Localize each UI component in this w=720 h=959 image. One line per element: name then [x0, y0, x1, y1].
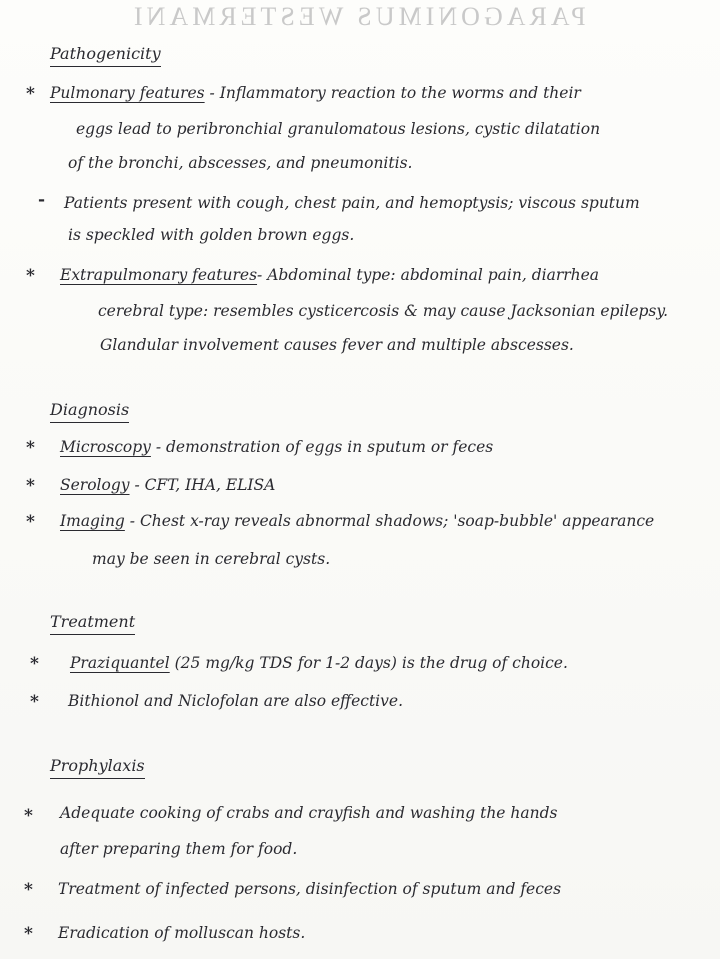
bithionol-line: Bithionol and Niclofolan are also effective. [68, 692, 403, 710]
extrapulmonary-line-3: Glandular involvement causes fever and multiple abscesses. [100, 336, 574, 354]
extrapulmonary-line-1: Extrapulmonary features- Abdominal type: abdominal pain, diarrhea [60, 266, 600, 284]
bullet-star: * [30, 654, 39, 674]
bullet-star: * [30, 692, 39, 712]
bullet-star: * [24, 924, 33, 944]
bullet-star: * [26, 512, 35, 532]
bullet-star: * [26, 84, 35, 104]
praziquantel-line: Praziquantel (25 mg/kg TDS for 1-2 days) is the drug of choice. [70, 654, 568, 672]
pulmonary-features-line-1: Pulmonary features - Inflammatory reaction to the worms and their [50, 84, 581, 102]
bleed-through-title: PARAGONIMUS WESTERMANI [130, 2, 586, 31]
heading-treatment: Treatment [50, 612, 135, 631]
heading-pathogenicity: Pathogenicity [50, 44, 161, 63]
eradication-line: Eradication of molluscan hosts. [58, 924, 306, 942]
pulmonary-features-line-3: of the bronchi, abscesses, and pneumonitis. [68, 154, 413, 172]
patients-present-line-1: Patients present with cough, chest pain, and hemoptysis; viscous sputum [64, 194, 640, 212]
heading-prophylaxis: Prophylaxis [50, 756, 145, 775]
bullet-dash: - [38, 190, 46, 210]
patients-present-line-2: is speckled with golden brown eggs. [68, 226, 355, 244]
extrapulmonary-line-2: cerebral type: resembles cysticercosis & may cause Jacksonian epilepsy. [98, 302, 669, 320]
cooking-line-1: Adequate cooking of crabs and crayfish and washing the hands [60, 804, 558, 822]
heading-diagnosis: Diagnosis [50, 400, 129, 419]
pulmonary-features-line-2: eggs lead to peribronchial granulomatous lesions, cystic dilatation [76, 120, 601, 138]
imaging-line-2: may be seen in cerebral cysts. [92, 550, 331, 568]
bullet-star: * [24, 806, 33, 826]
cooking-line-2: after preparing them for food. [60, 840, 298, 858]
treatment-infected-line: Treatment of infected persons, disinfection of sputum and feces [58, 880, 562, 898]
bullet-star: * [26, 438, 35, 458]
bullet-star: * [26, 476, 35, 496]
imaging-line-1: Imaging - Chest x-ray reveals abnormal shadows; 'soap-bubble' appearance [60, 512, 655, 530]
serology-line: Serology - CFT, IHA, ELISA [60, 476, 276, 494]
bullet-star: * [26, 266, 35, 286]
microscopy-line: Microscopy - demonstration of eggs in sputum or feces [60, 438, 494, 456]
bullet-star: * [24, 880, 33, 900]
